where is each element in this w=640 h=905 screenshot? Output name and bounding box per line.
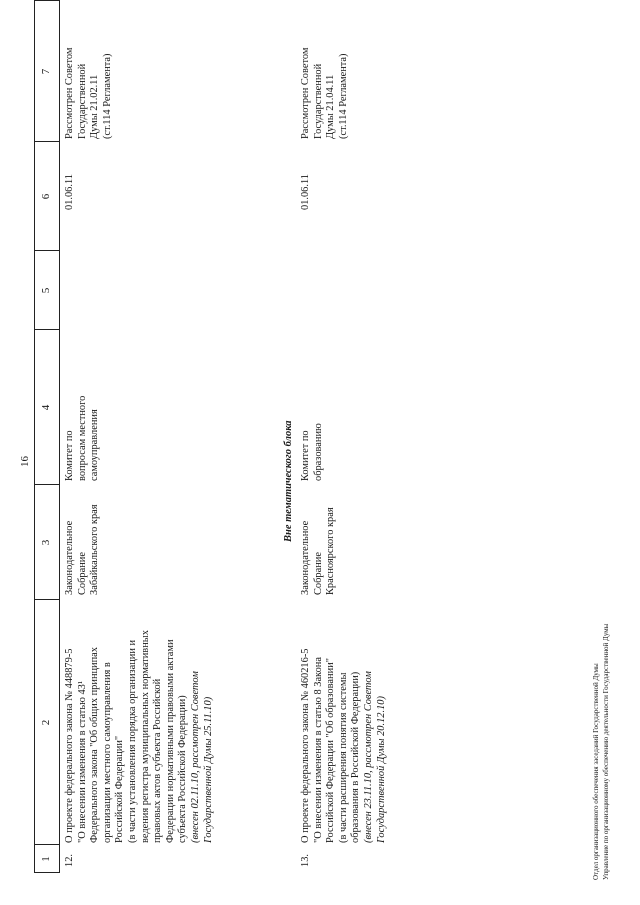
status-line: Государственной xyxy=(312,63,324,139)
initiator-line: Законодательное xyxy=(300,520,311,595)
initiator xyxy=(64,475,102,595)
column-header-7: 7 xyxy=(40,68,52,75)
status-line: Думы 21.04.11 xyxy=(325,74,337,139)
status-line: Государственной xyxy=(76,63,88,139)
bill-title-line: Федерации нормативными правовыми актами xyxy=(164,639,176,843)
bill-title-line: организации местного самоуправления в xyxy=(101,662,113,843)
status-line: (ст.114 Регламента) xyxy=(337,53,349,139)
bill-title-line: субъекта Российской Федерации) xyxy=(177,695,189,843)
column-header-1: 1 xyxy=(40,856,52,862)
committee-line: вопросам местного xyxy=(76,395,88,481)
column-header-3: 3 xyxy=(40,539,52,546)
status-line: Рассмотрен Советом xyxy=(300,47,311,139)
bill-description xyxy=(300,593,388,843)
section-title: Вне тематического блока xyxy=(283,420,294,542)
bill-title-line: Федерального закона "Об общих принципах xyxy=(89,647,101,843)
bill-title-line: (в части расширения понятия системы xyxy=(337,672,349,843)
page-number: 16 xyxy=(19,456,31,467)
initiator-line: Законодательное xyxy=(64,520,75,595)
column-header-2: 2 xyxy=(40,719,52,726)
bill-title-line: ведения регистра муниципальных нормативных xyxy=(139,630,151,843)
status-line: (ст.114 Регламента) xyxy=(101,53,113,139)
date: 01.06.11 xyxy=(64,174,75,210)
initiator-line: Красноярского края xyxy=(325,507,337,595)
column-header-4: 4 xyxy=(40,404,52,411)
row-number: 12. xyxy=(64,854,75,867)
committee-line: самоуправления xyxy=(89,409,101,481)
status-line: Думы 21.02.11 xyxy=(89,74,101,139)
committee xyxy=(64,331,102,481)
footer-line: Управление по организационному обеспечению деятельности Государственной Думы xyxy=(602,623,610,880)
bill-title-line: (в части установления порядка организации и xyxy=(126,639,138,843)
bill-note-line: (внесен 23.11.10, рассмотрен Советом xyxy=(362,671,374,843)
status xyxy=(300,3,350,139)
initiator-line: Собрание xyxy=(76,552,88,595)
bill-note-line: Государственной Думы 20.12.10) xyxy=(375,696,387,843)
bill-title-line: правовых актов субъекта Российской xyxy=(152,678,164,843)
row-number: 13. xyxy=(300,854,311,867)
bill-title-line: Российской Федерации "Об образовании" xyxy=(325,658,337,843)
status xyxy=(64,3,114,139)
initiator xyxy=(300,475,338,595)
committee-line: Комитет по xyxy=(64,430,75,481)
bill-title-line: Российской Федерации" xyxy=(114,735,126,843)
bill-note-line: (внесен 02.11.10, рассмотрен Советом xyxy=(189,671,201,843)
status-line: Рассмотрен Советом xyxy=(64,47,75,139)
bill-note-line: Государственной Думы 25.11.10) xyxy=(202,696,214,843)
initiator-line: Собрание xyxy=(312,552,324,595)
bill-title-line: О проекте федерального закона № 460216-5 xyxy=(300,648,311,843)
bill-title-line: О проекте федерального закона № 448879-5 xyxy=(64,648,75,843)
bill-title-line: "О внесении изменения в статью 43¹ xyxy=(76,681,88,843)
committee xyxy=(300,331,325,481)
initiator-line: Забайкальского края xyxy=(89,504,101,595)
bill-title-line: образования в Российской Федерации) xyxy=(350,671,362,843)
column-header-6: 6 xyxy=(40,193,52,200)
column-header-5: 5 xyxy=(40,287,52,294)
committee-line: Комитет по xyxy=(300,430,311,481)
bill-title-line: "О внесении изменения в статью 8 Закона xyxy=(312,657,324,843)
bill-description xyxy=(64,593,215,843)
date: 01.06.11 xyxy=(300,174,311,210)
footer-line: Отдел организационного обеспечения заседаний Государственной Думы xyxy=(592,663,600,880)
committee-line: образованию xyxy=(312,423,324,481)
